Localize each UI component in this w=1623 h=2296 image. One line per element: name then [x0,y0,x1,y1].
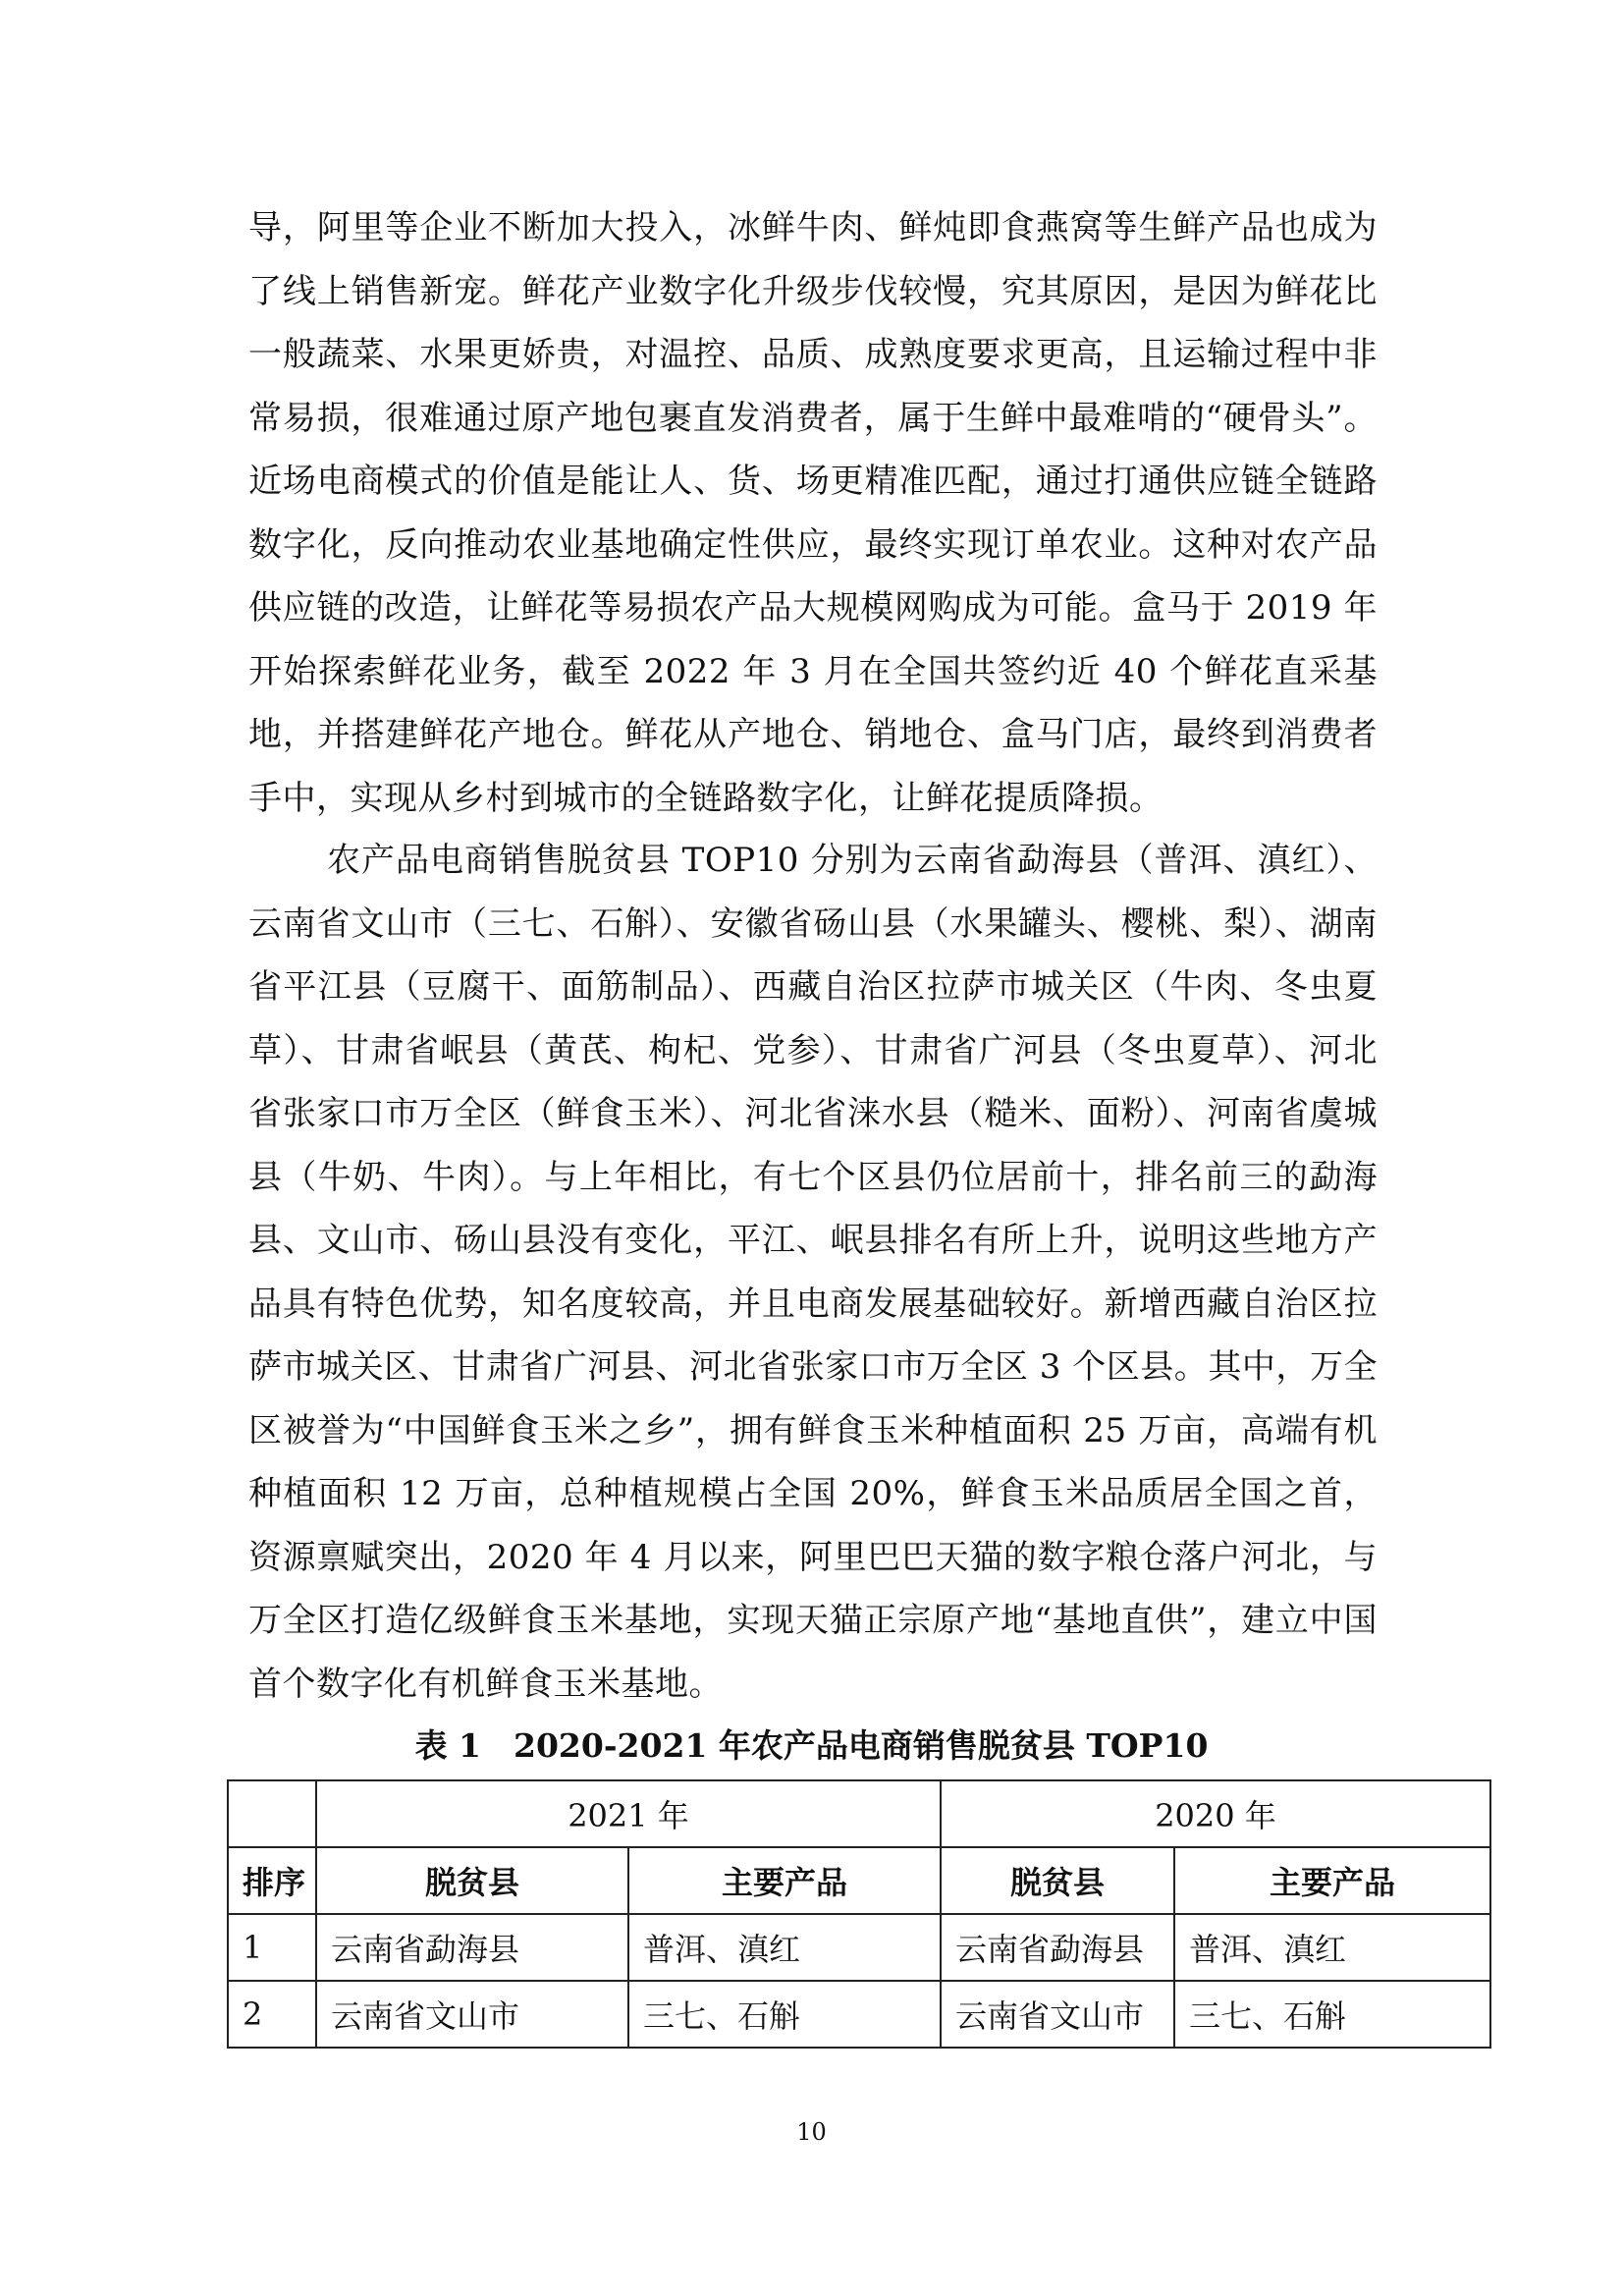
table-cell-rank: 1 [228,1914,316,1981]
table-header-year-2020: 2020 年 [941,1780,1490,1847]
table-row [228,1914,1490,1981]
table-cell-products-2021: 三七、石斛 [628,1981,941,2048]
table-cell-county-2021: 云南省勐海县 [316,1914,628,1981]
table-cell-products-2020: 普洱、滇红 [1174,1914,1490,1981]
table-header-rank: 排序 [228,1847,316,1914]
page-number: 10 [796,2118,827,2146]
table-header-county-2021: 脱贫县 [316,1847,628,1914]
table-column-header-row [228,1847,1490,1914]
table-header-year-2021: 2021 年 [316,1780,941,1847]
table-header-county-2020: 脱贫县 [941,1847,1174,1914]
table-cell-products-2021: 普洱、滇红 [628,1914,941,1981]
table-cell-county-2020: 云南省文山市 [941,1981,1174,2048]
table-cell-county-2021: 云南省文山市 [316,1981,628,2048]
poverty-county-table [227,1779,1491,2049]
body-paragraph-1: 导，阿里等企业不断加大投入，冰鲜牛肉、鲜炖即食燕窝等生鲜产品也成为了线上销售新宠。鲜花产业数字化升级步伐较慢，究其原因，是因为鲜花比一般蔬菜、水果更娇贵，对温控、品质、成熟度要求更高，且运输过程中非常易损，很难通过原产地包裹直发消费者，属于生鲜中最难啃的“硬骨头”。近场电商模式的价值是能让人、货、场更精准匹配，通过打通供应链全链路数字化，反向推动农业基地确定性供应，最终实现订单农业。这种对农产品供应链的改造，让鲜花等易损农产品大规模网购成为可能。盒马于 2019 年开始探索鲜花业务，截至 2022 年 3 月在全国共签约近 40 个鲜花直采基地，并搭建鲜花产地仓。鲜花从产地仓、销地仓、盒马门店，最终到消费者手中，实现从乡村到城市的全链路数字化，让鲜花提质降损。 [248,208,1378,818]
table-year-header-row [228,1780,1490,1847]
body-paragraph-2: 农产品电商销售脱贫县 TOP10 分别为云南省勐海县（普洱、滇红）、云南省文山市（三七、石斛）、安徽省砀山县（水果罐头、樱桃、梨）、湖南省平江县（豆腐干、面筋制品）、西藏自治区拉萨市城关区（牛肉、冬虫夏草）、甘肃省岷县（黄芪、枸杞、党参）、甘肃省广河县（冬虫夏草）、河北省张家口市万全区（鲜食玉米）、河北省涞水县（糙米、面粉）、河南省虞城县（牛奶、牛肉）。与上年相比，有七个区县仍位居前十，排名前三的勐海县、文山市、砀山县没有变化，平江、岷县排名有所上升，说明这些地方产品具有特色优势，知名度较高，并且电商发展基础较好。新增西藏自治区拉萨市城关区、甘肃省广河县、河北省张家口市万全区 3 个区县。其中，万全区被誉为“中国鲜食玉米之乡”，拥有鲜食玉米种植面积 25 万亩，高端有机种植面积 12 万亩，总种植规模占全国 20%，鲜食玉米品质居全国之首，资源禀赋突出，2020 年 4 月以来，阿里巴巴天猫的数字粮仓落户河北，与万全区打造亿级鲜食玉米基地，实现天猫正宗原产地“基地直供”，建立中国首个数字化有机鲜食玉米基地。 [248,841,1378,1704]
table-cell-rank: 2 [228,1981,316,2048]
table-caption: 表 1 2020-2021 年农产品电商销售脱贫县 TOP10 [414,1726,1209,1765]
table-header-products-2021: 主要产品 [628,1847,941,1914]
table-cell-county-2020: 云南省勐海县 [941,1914,1174,1981]
table-row [228,1981,1490,2048]
table-cell-products-2020: 三七、石斛 [1174,1981,1490,2048]
table-header-products-2020: 主要产品 [1174,1847,1490,1914]
table-header-blank [228,1780,316,1847]
